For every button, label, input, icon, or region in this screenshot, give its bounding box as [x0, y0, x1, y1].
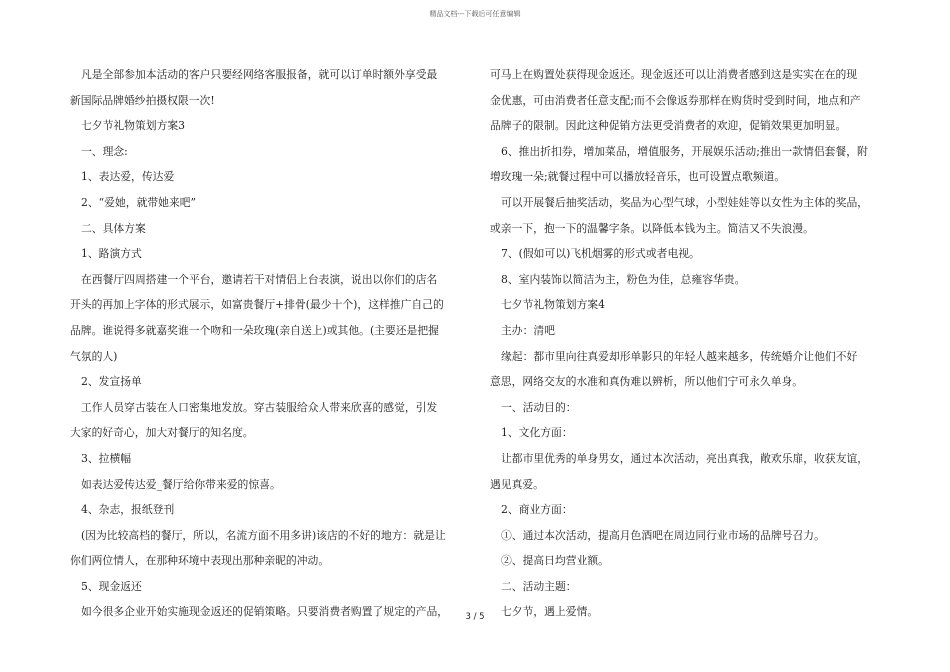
text-line: 主办：清吧 [501, 323, 555, 337]
text-line: 七夕节礼物策划方案3 [81, 119, 186, 133]
text-line: 新国际品牌婚纱拍摄权限一次! [70, 93, 215, 107]
text-line: 6、推出折扣券，增加菜品，增值服务，开展娱乐活动;推出一款情侣套餐，附 [501, 144, 868, 158]
text-line: 1、路演方式 [81, 247, 142, 261]
text-line: 一、活动目的： [501, 400, 577, 414]
left-column [70, 62, 452, 625]
text-line: 开头的再加上字体的形式展示，如富贵餐厅+排骨(最少十个)，这样推广自己的 [70, 298, 444, 312]
text-line: 缘起：都市里向往真爱却形单影只的年轻人越来越多，传统婚介让他们不好 [501, 349, 858, 363]
text-line: 在西餐厅四周搭建一个平台，邀请若干对情侣上台表演，说出以你们的店名 [81, 272, 438, 286]
text-line: 7、(假如可以)飞机烟雾的形式或者电视。 [501, 247, 700, 261]
text-line: 七夕节，遇上爱情。 [501, 605, 599, 619]
text-line: 增玫瑰一朵;就餐过程中可以播放轻音乐，也可设置点歌频道。 [490, 170, 786, 184]
text-line: 可以开展餐后抽奖活动，奖品为心型气球，小型娃娃等以女性为主体的奖品， [501, 195, 869, 209]
text-line: 品牌。谁说得多就嘉奖谁一个吻和一朵玫瑰(亲自送上)或其他。(主要还是把握 [70, 323, 439, 337]
text-line: 2、“爱她，就带她来吧” [81, 195, 197, 209]
text-line: 5、现金返还 [81, 579, 142, 593]
text-line: 8、室内装饰以简洁为主，粉色为佳，总雍容华贵。 [501, 272, 746, 286]
text-line: 金优惠，可由消费者任意支配;而不会像返券那样在购货时受到时间，地点和产 [490, 93, 861, 107]
text-line: 4、杂志，报纸登刊 [81, 503, 175, 517]
text-line: 让都市里优秀的单身男女，通过本次活动，亮出真我，敞欢乐扉，收获友谊， [501, 451, 869, 465]
text-line: 一、理念: [81, 144, 128, 158]
text-line: 1、表达爱，传达爱 [81, 170, 175, 184]
text-line: 遇见真爱。 [490, 477, 544, 491]
page-number: 3 / 5 [465, 612, 485, 622]
text-line: 气氛的人) [70, 349, 118, 363]
text-line: 七夕节礼物策划方案4 [501, 298, 606, 312]
text-line: 工作人员穿古装在人口密集地发放。穿古装服给众人带来欣喜的感觉，引发 [81, 400, 438, 414]
text-line: (因为比较高档的餐厅，所以，名流方面不用多讲)该店的不好的地方：就是让 [81, 528, 446, 542]
text-line: 1、文化方面： [501, 426, 573, 440]
text-line: 你们两位情人，在那种环境中表现出那种亲昵的冲动。 [70, 554, 330, 568]
text-line: 2、商业方面： [501, 503, 573, 517]
text-line: 2、发宣扬单 [81, 375, 142, 389]
text-line: 如表达爱传达爱_餐厅给你带来爱的惊喜。 [81, 477, 281, 491]
page-header: 精品文档---下载后可任意编辑 [429, 10, 521, 18]
text-line: 二、活动主题： [501, 579, 577, 593]
text-line: ②、提高日均营业额。 [501, 554, 609, 568]
text-line: 二、具体方案 [81, 221, 146, 235]
right-column [490, 62, 872, 625]
text-line: 凡是全部参加本活动的客户只要经网络客服报备，就可以订单时额外享受最 [81, 68, 438, 81]
text-line: ①、通过本次活动，提高月色酒吧在周边同行业市场的品牌号召力。 [501, 528, 825, 542]
text-line: 可马上在购置处获得现金返还。现金返还可以让消费者感到这是实实在在的现 [490, 68, 858, 81]
text-line: 意思，网络交友的水准和真伪难以辨析，所以他们宁可永久单身。 [490, 375, 804, 389]
text-line: 或亲一下，抱一下的温馨字条。以降低本钱为主。简洁又不失浪漫。 [490, 221, 814, 235]
text-line: 大家的好奇心，加大对餐厅的知名度。 [70, 426, 254, 440]
text-line: 如今很多企业开始实施现金返还的促销策略。只要消费者购置了规定的产品， [81, 605, 449, 619]
text-line: 品牌子的限制。因此这种促销方法更受消费者的欢迎，促销效果更加明显。 [490, 119, 847, 133]
text-line: 3、拉横幅 [81, 451, 132, 465]
